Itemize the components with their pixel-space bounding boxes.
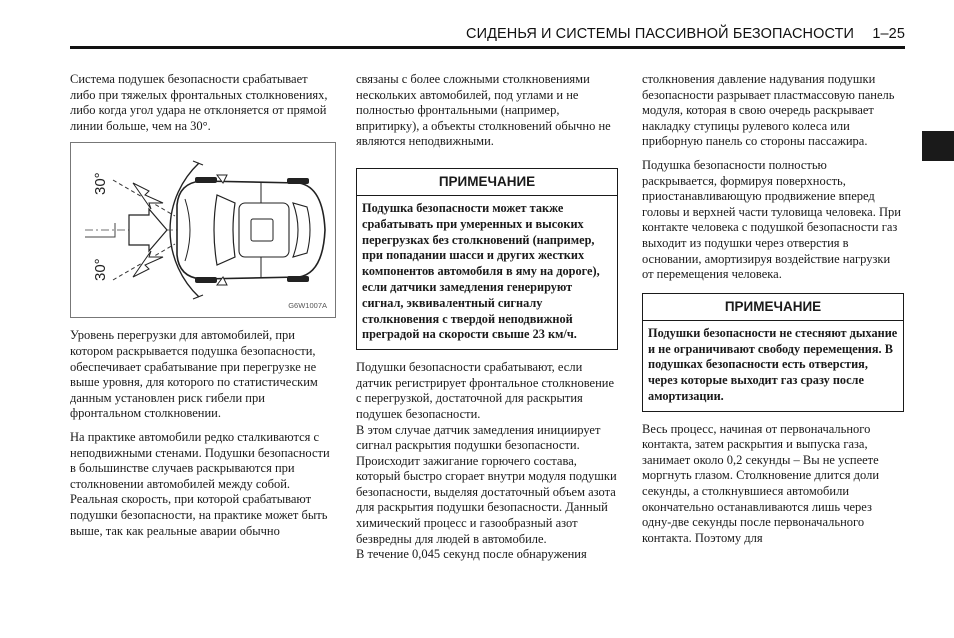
paragraph: Весь процесс, начиная от первоначального контакта, затем раскрытия и выпуска газа, занимает около 0,2 секунды – Вы не успеете моргнуть глазом. Столкновение длится доли секунды, а столкнувшиеся автомобили окончательно останавливаются лишь через одну-две секунды после первоначального контакта. Поэтому для xyxy=(642,421,880,545)
paragraph: Уровень перегрузки для автомобилей, при котором раскрывается подушка безопасности, обеспечивает срабатывание при перегрузке не выше уровня, для которого по статистическим данным установлен риск гибели при фронтальном столкновении. xyxy=(70,328,318,421)
note-body: Подушка безопасности может также срабатывать при умеренных и высоких перегрузках без столкновений (например, при попадании шасси и других жестких компонентов автомобиля в яму на дороге), если датчики замедления генерируют сигнал, эквивалентный сигналу столкновения с твердой неподвижной преградой на скорости свыше 23 км/ч. xyxy=(362,200,600,342)
figure-code: G6W1007A xyxy=(288,301,327,311)
note-box xyxy=(356,168,618,350)
impact-arrow-icon xyxy=(129,209,167,251)
chapter-tab-marker xyxy=(922,131,954,161)
angle-label-top: 30° xyxy=(92,172,109,196)
paragraph: столкновения давление надувания подушки безопасности разрывает пластмассовую панель модуля, которая в свою очередь раскрывает накладку ступицы рулевого колеса или приборную панель со стороны пассажира. xyxy=(642,72,895,149)
paragraph: Подушка безопасности полностью раскрывается, формируя поверхность, приостанавливающую продвижение вперед головы и верхней части туловища человека. При контакте человека с подушкой безопасности газ выходит из подушки через отверстия в основании, амортизируя воздействие нагрузки от перемещения человека. xyxy=(642,157,901,282)
column-3 xyxy=(642,72,904,554)
note-box xyxy=(642,293,904,412)
page-number: 1–25 xyxy=(872,26,905,42)
note-body: Подушки безопасности не стесняют дыхание и не ограничивают свободу перемещения. В подушках безопасности есть отверстия, через которые выходит газ сразу после амортизации. xyxy=(648,325,898,403)
header-title: СИДЕНЬЯ И СИСТЕМЫ ПАССИВНОЙ БЕЗОПАСНОСТИ xyxy=(466,26,855,42)
header-rule xyxy=(70,46,905,49)
paragraph: Подушки безопасности срабатывают, если датчик регистрирует фронтальное столкновение с перегрузкой, достаточной для раскрытия подушек безопасности. xyxy=(356,360,614,421)
paragraph: Система подушек безопасности срабатывает либо при тяжелых фронтальных столкновениях, либо когда угол удара не отклоняется от прямой линии больше, чем на 30°. xyxy=(70,72,328,133)
paragraph: В этом случае датчик замедления инициирует сигнал раскрытия подушки безопасности. Происходит зажигание горючего состава, который быстро сгорает внутри модуля подушки безопасности, выделяя достаточный объем азота для раскрытия подушки безопасности. Данный химический процесс и газообразный азот безвредны для людей в автомобиле. xyxy=(356,422,617,546)
car-angle-diagram xyxy=(71,143,335,317)
angle-label-bottom: 30° xyxy=(92,258,109,282)
car-top-view-icon xyxy=(177,175,325,285)
paragraph: В течение 0,045 секунд после обнаружения xyxy=(356,547,587,562)
page-header xyxy=(70,26,905,46)
column-1 xyxy=(70,72,336,547)
column-2 xyxy=(356,72,618,571)
note-title: ПРИМЕЧАНИЕ xyxy=(357,169,617,196)
note-title: ПРИМЕЧАНИЕ xyxy=(643,294,903,321)
paragraph: связаны с более сложными столкновениями нескольких автомобилей, под углами и не полностью фронтальными (например, впритирку), а объекты столкновений обычно не являются неподвижными. xyxy=(356,72,611,149)
impact-arrow-top-icon xyxy=(133,183,163,209)
paragraph: На практике автомобили редко сталкиваются с неподвижными стенами. Подушки безопасности в большинстве случаев раскрываются при столкновении автомобилей между собой. Реальная скорость, при которой срабатывают подушки безопасности, на практике может быть выше, так как реальные аварии обычно xyxy=(70,429,330,538)
impact-arrow-bottom-icon xyxy=(133,251,163,277)
crash-angle-figure xyxy=(70,142,336,318)
